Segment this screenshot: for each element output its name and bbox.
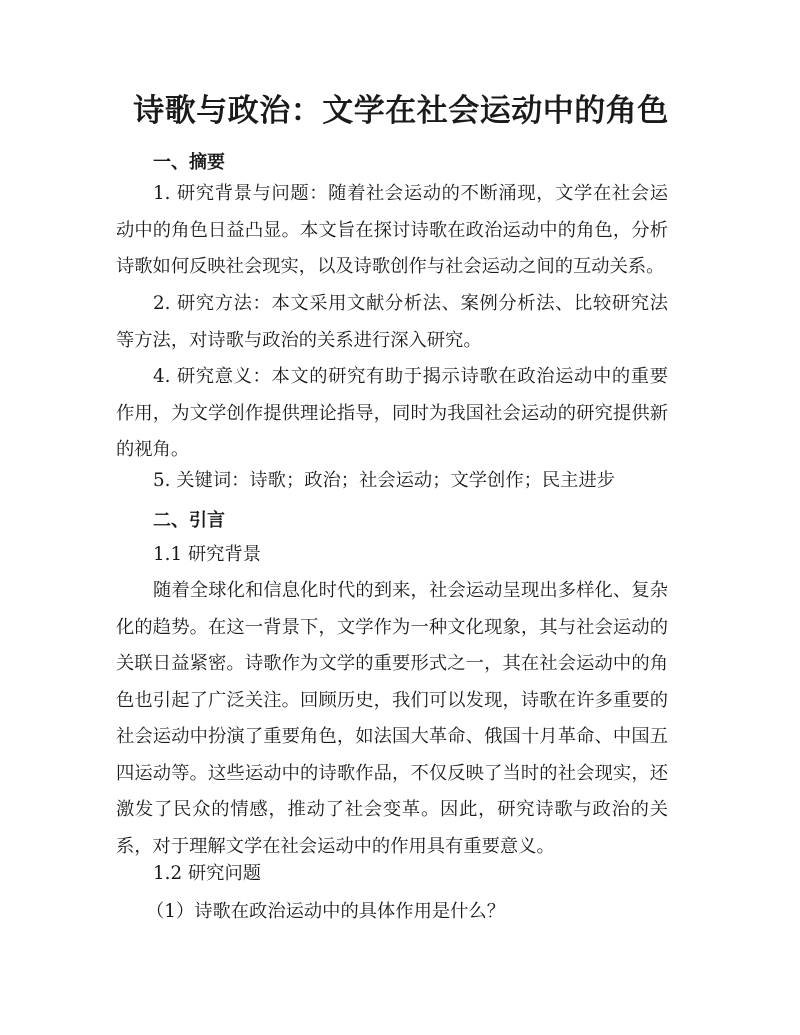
abstract-heading: 一、摘要 [153,152,225,173]
research-question-1: （1）诗歌在政治运动中的具体作用是什么？ [146,901,505,922]
abstract-item-methods: 2. 研究方法：本文采用文献分析法、案例分析法、比较研究法等方法，对诗歌与政治的关系进行深入研究。 [116,293,668,351]
introduction-heading: 二、引言 [153,510,225,531]
research-background-paragraph: 随着全球化和信息化时代的到来，社会运动呈现出多样化、复杂化的趋势。在这一背景下，文学作为一种文化现象，其与社会运动的关联日益紧密。诗歌作为文学的重要形式之一，其在社会运动中的角色也引起了广泛关注。回顾历史，我们可以发现，诗歌在许多重要的社会运动中扮演了重要角色，如法国大革命、俄国十月革命、中国五四运动等。这些运动中的诗歌作品，不仅反映了当时的社会现实，还激发了民众的情感，推动了社会变革。因此，研究诗歌与政治的关系，对于理解文学在社会运动中的作用具有重要意义。 [116,580,668,857]
abstract-item-background: 1. 研究背景与问题：随着社会运动的不断涌现，文学在社会运动中的角色日益凸显。本文旨在探讨诗歌在政治运动中的角色，分析诗歌如何反映社会现实，以及诗歌创作与社会运动之间的互动关系。 [116,183,668,277]
section-heading-research-questions: 1.2 研究问题 [153,863,262,884]
section-heading-research-background: 1.1 研究背景 [153,544,262,565]
abstract-item-keywords: 5. 关键词：诗歌；政治；社会运动；文学创作；民主进步 [153,470,616,491]
document-title: 诗歌与政治：文学在社会运动中的角色 [133,93,669,129]
abstract-item-significance: 4. 研究意义：本文的研究有助于揭示诗歌在政治运动中的重要作用，为文学创作提供理论指导，同时为我国社会运动的研究提供新的视角。 [116,366,668,460]
